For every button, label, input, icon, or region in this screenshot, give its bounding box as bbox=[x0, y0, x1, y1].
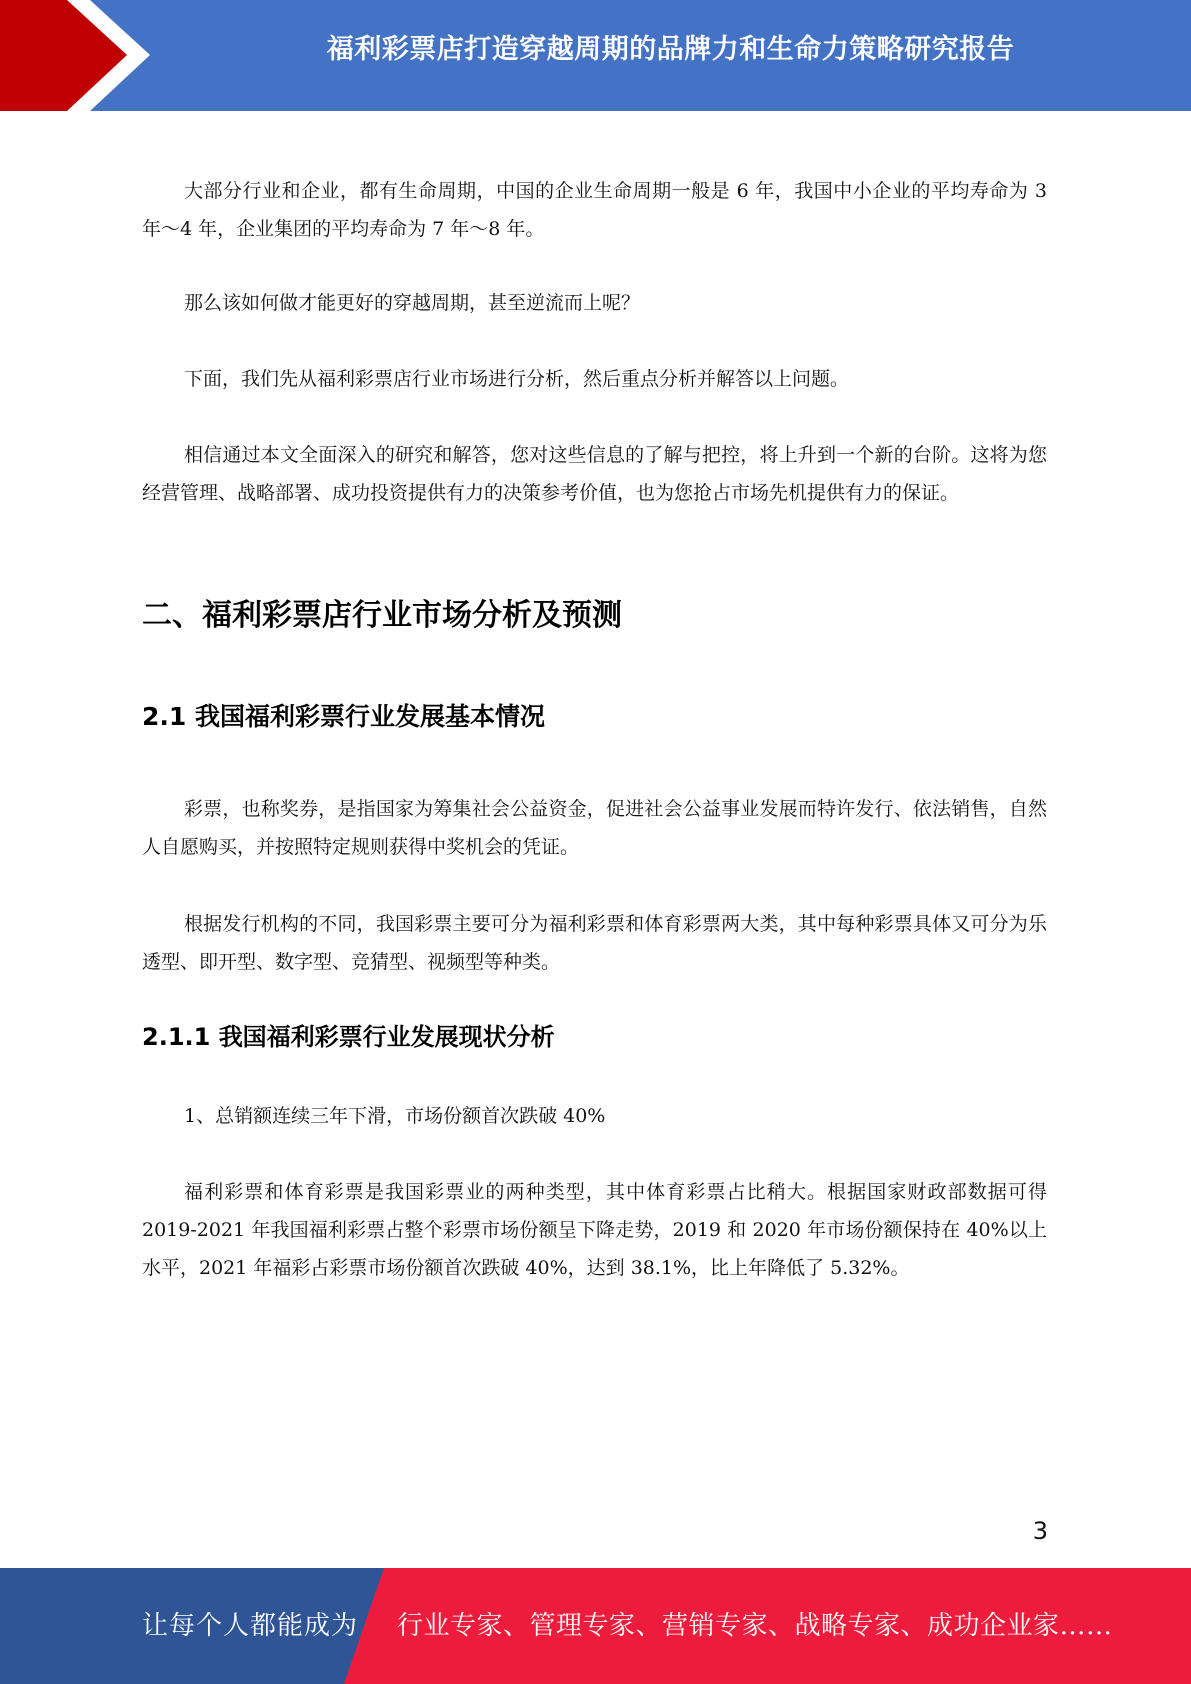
report-title: 福利彩票店打造穿越周期的品牌力和生命力策略研究报告 bbox=[326, 34, 1015, 65]
subsection-heading: 2.1 我国福利彩票行业发展基本情况 bbox=[142, 702, 545, 731]
paragraph-analysis-intro: 下面，我们先从福利彩票店行业市场进行分析，然后重点分析并解答以上问题。 bbox=[184, 368, 850, 390]
page-footer bbox=[0, 1568, 1191, 1684]
paragraph-question: 那么该如何做才能更好的穿越周期，甚至逆流而上呢？ bbox=[184, 292, 641, 314]
header-chevron-decoration bbox=[0, 0, 160, 111]
page-header bbox=[0, 0, 1191, 111]
subsubsection-heading: 2.1.1 我国福利彩票行业发展现状分析 bbox=[142, 1023, 555, 1051]
paragraph-sales-decline: 1、总销额连续三年下滑，市场份额首次跌破 40% bbox=[184, 1105, 606, 1127]
footer-slogan-left: 让每个人都能成为 bbox=[142, 1611, 359, 1641]
footer-slogan-right: 行业专家、管理专家、营销专家、战略专家、成功企业家…… bbox=[397, 1611, 1113, 1641]
paragraph-lottery-types: 根据发行机构的不同，我国彩票主要可分为福利彩票和体育彩票两大类，其中每种彩票具体又可分为乐透型、即开型、数字型、竞猜型、视频型等种类。 bbox=[142, 913, 1047, 973]
header-red-arrow-shape bbox=[0, 0, 145, 111]
paragraph-lifecycle: 大部分行业和企业，都有生命周期，中国的企业生命周期一般是 6 年，我国中小企业的平均寿命为 3 年～4 年，企业集团的平均寿命为 7 年～8 年。 bbox=[142, 180, 1047, 240]
paragraph-value-statement: 相信通过本文全面深入的研究和解答，您对这些信息的了解与把控，将上升到一个新的台阶。这将为您经营管理、战略部署、成功投资提供有力的决策参考价值，也为您抢占市场先机提供有力的保证。 bbox=[142, 444, 1047, 504]
page-number: 3 bbox=[1032, 1517, 1048, 1545]
paragraph-market-share: 福利彩票和体育彩票是我国彩票业的两种类型，其中体育彩票占比稍大。根据国家财政部数据可得 2019-2021 年我国福利彩票占整个彩票市场份额呈下降走势，2019 和 2020 年市场份额保持在 40%以上水平，2021 年福彩占彩票市场份额首次跌破 40%，达到 38.1%，比上年降低了 5.32%。 bbox=[142, 1181, 1047, 1279]
paragraph-lottery-definition: 彩票，也称奖券，是指国家为筹集社会公益资金，促进社会公益事业发展而特许发行、依法销售，自然人自愿购买，并按照特定规则获得中奖机会的凭证。 bbox=[142, 798, 1047, 858]
section-heading: 二、福利彩票店行业市场分析及预测 bbox=[142, 598, 622, 633]
